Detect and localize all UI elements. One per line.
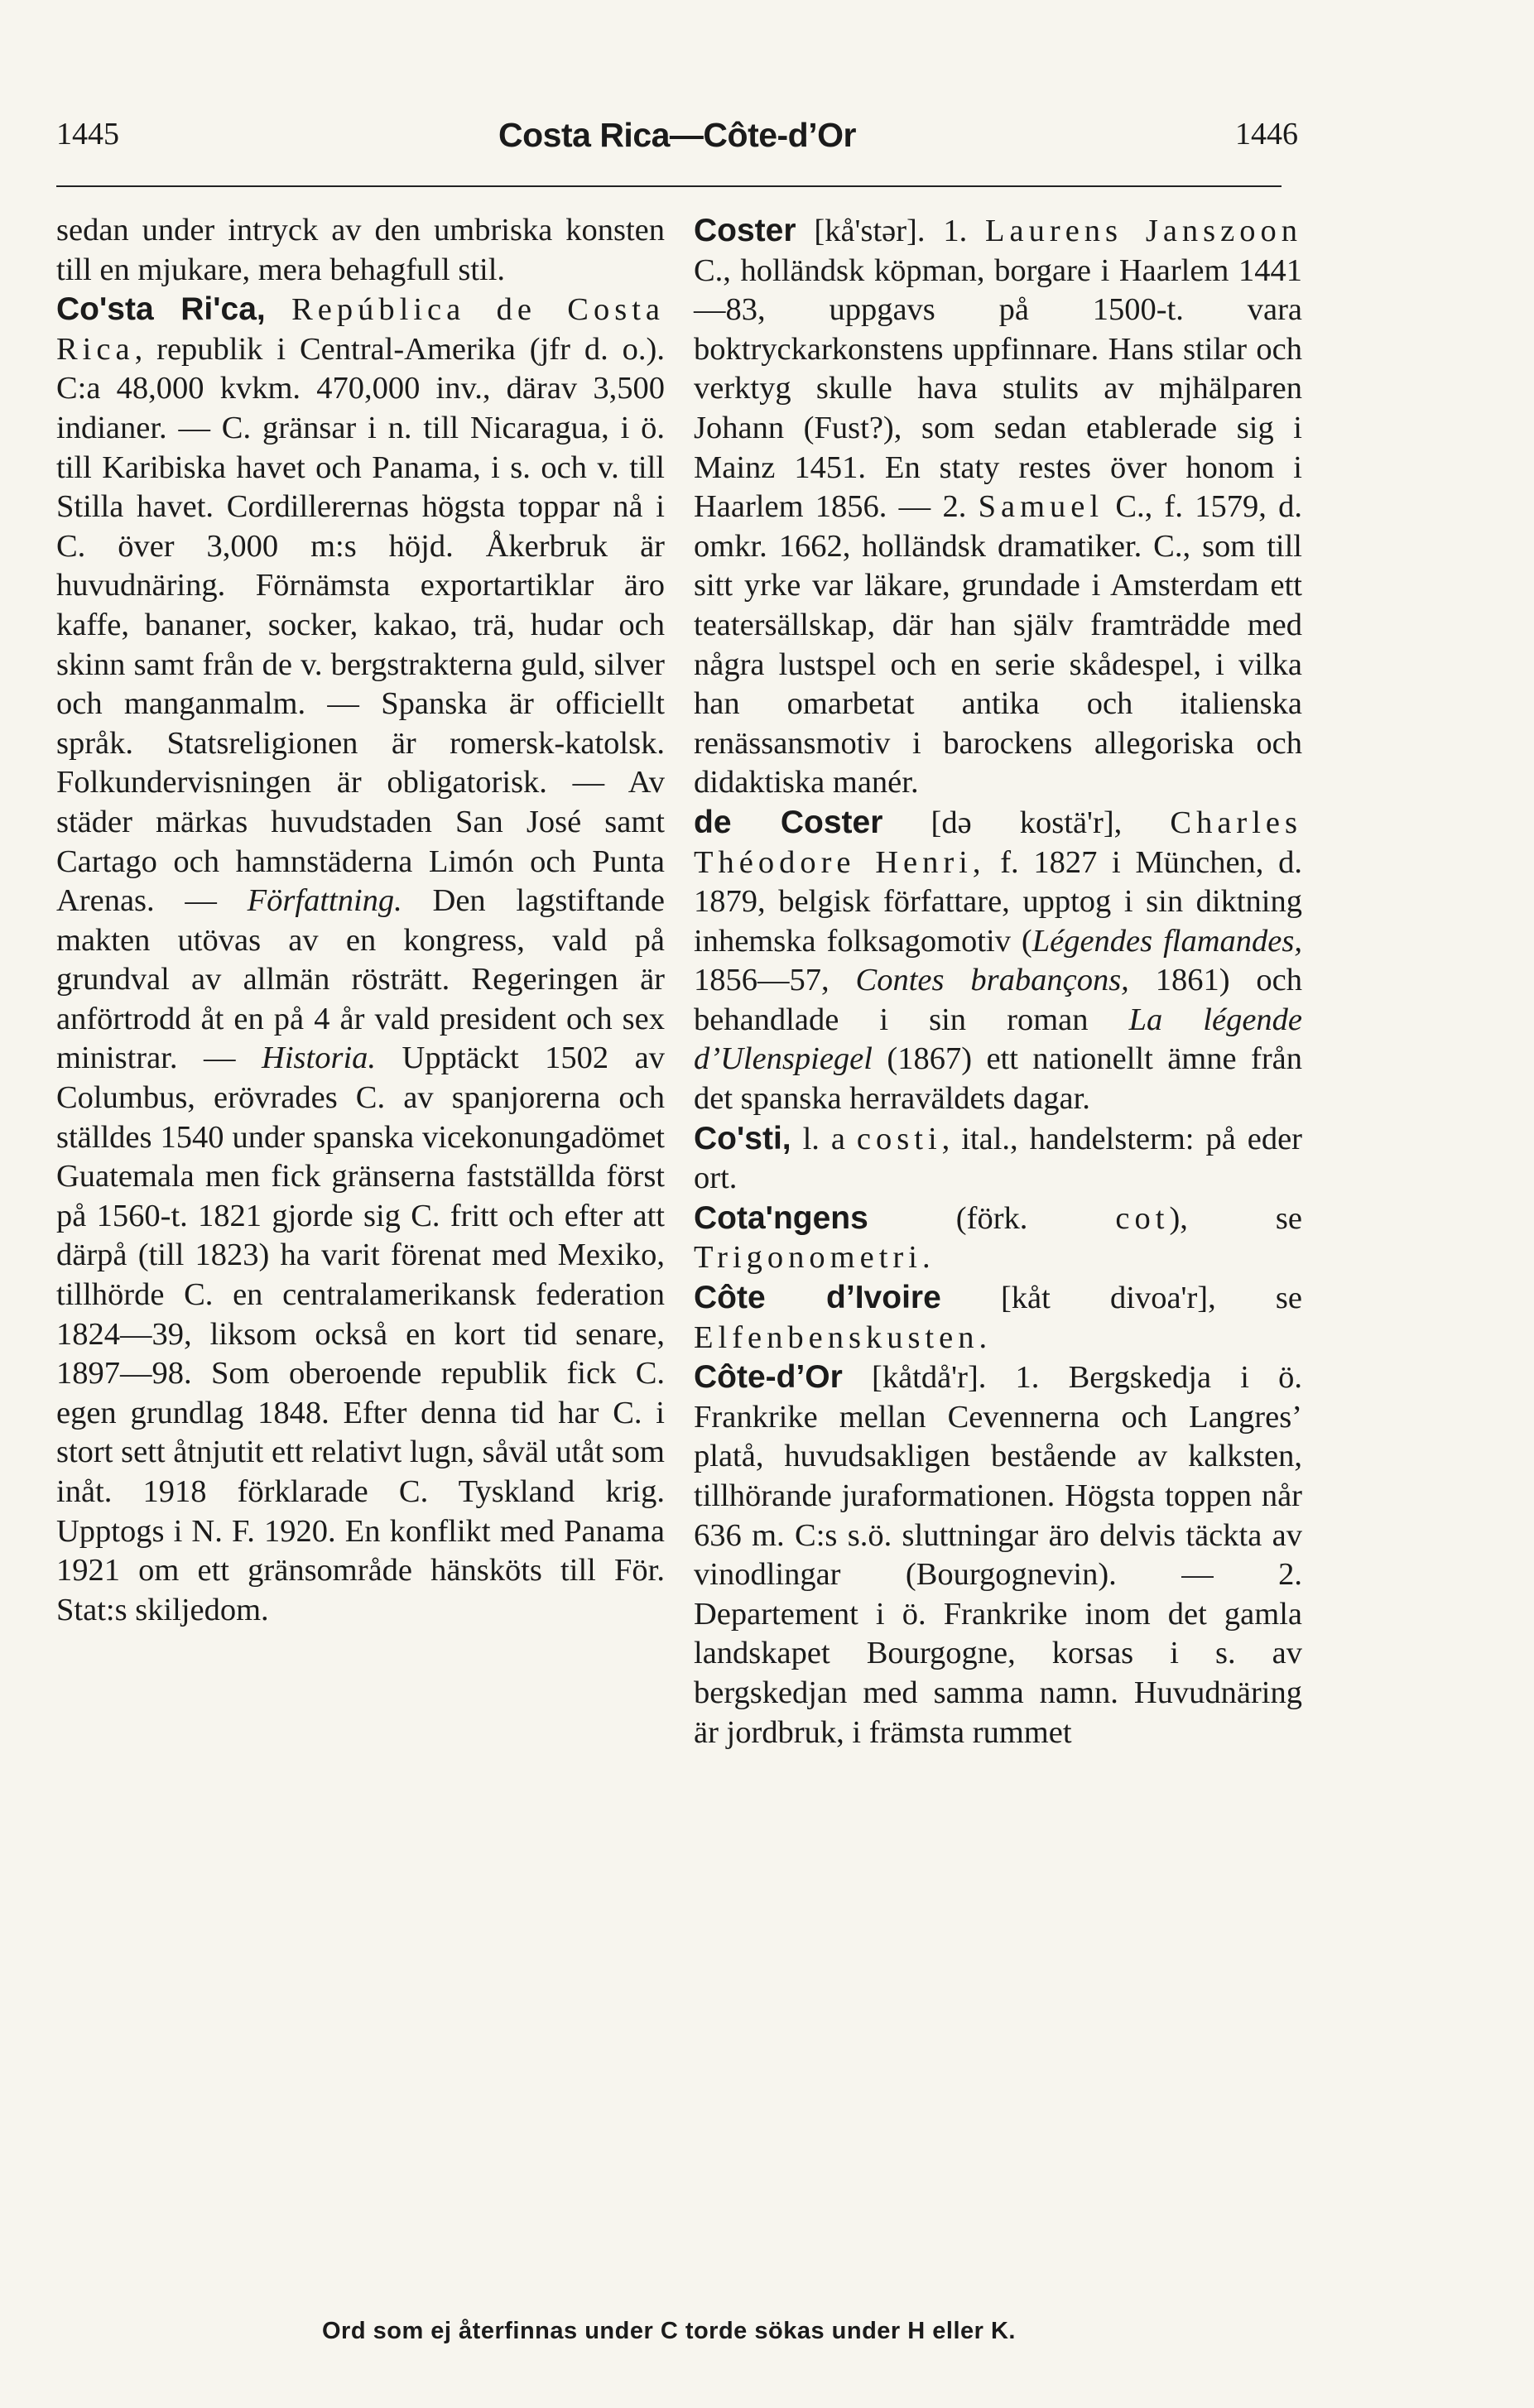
entry-cote-dor [694,1358,1302,1752]
page-footer-note: Ord som ej återfinnas under C torde sökas under H eller K. [322,2318,1016,2344]
entry-text: Upptäckt 1502 av Columbus, erövrades C. av spanjorerna och ställdes 1540 under spanska vicekonungadömet Guatemala men fick gränserna fastställda först på 1560-t. 1821 gjorde sig C. fritt och efter att därpå (till 1823) ha varit förenat med Mexiko, tillhörde C. en centralamerikansk federation 1824—39, liksom också en kort tid senare, 1897—98. Som oberoende republik fick C. egen grundlag 1848. Efter denna tid har C. i stort sett åtnjutit ett relativt lugn, såväl utåt som inåt. 1918 förklarade C. Tyskland krig. Upptogs i N. F. 1920. En konflikt med Panama 1921 om ett gränsområde hänsköts till För. Stat:s skiljedom. [56,1041,666,1627]
headword: Côte d’Ivoire [694,1280,941,1316]
entry-text: l. a [791,1121,857,1156]
entry-text: [kåt divoa'r], se [940,1281,1302,1316]
entry-text: . [921,1240,930,1276]
headword: Co'sti, [694,1120,791,1156]
entry-text: (1867) ett nationellt ämne från det spanska herraväldets dagar. [694,1041,1302,1117]
entry-text: C., f. 1579, d. omkr. 1662, holländsk dramatiker. C., som till sitt yrke var läkare, grundade i Amsterdam ett teatersällskap, där han själv framträdde med några lustspel och en serie skådespel, i vilka han omarbetat antika och italienska renässansmotiv i barockens allegoriska och didaktiska manér. [694,489,1302,800]
continued-paragraph: sedan under intryck av den umbriska konsten till en mjukare, mera behagfull stil. [56,213,665,287]
headword: Co'sta Ri'ca, [56,291,266,328]
headword: Cota'ngens [694,1199,868,1236]
entry-text: , republik i Central-Amerika (jfr d. o.). C:a 48,000 kvkm. 470,000 inv., därav 3,500 indianer. — C. gränsar i n. till Nicaragua, i ö. till Karibiska havet och Panama, i s. och v. till Stilla havet. Cordillerernas högsta toppar nå i C. över 3,000 m:s höjd. Åkerbruk är huvudnäring. Förnämsta exportartiklar äro kaffe, bananer, socker, kakao, trä, hudar och skinn samt från de v. bergstrakterna guld, silver och manganmalm. — Spanska är officiellt språk. Statsreligionen är romersk-katolsk. Folkundervisningen är obligatorisk. — Av städer märkas huvudstaden San José samt Cartago och hamnstäderna Limón och Punta Arenas. — [56,331,665,919]
work-title: Légendes flamandes, [1031,923,1302,959]
pronunciation: [də kostä'r], [882,805,1171,840]
page-header [56,116,1298,182]
entry-text: 1861) och behandlade i sin roman [694,963,1303,1037]
person-name: Charles Théodore Henri, [694,805,1302,880]
headword: de Coster [694,804,883,840]
entry-text: [kåtdå'r]. 1. Bergskedja i ö. Frankrike mellan Cevennerna och Langres’ platå, huvudsakligen bestående av kalksten, tillhörande juraformationen. Högsta toppen når 636 m. C:s s.ö. sluttningar äro delvis täckta av vinodlingar (Bourgognevin). — 2. Departement i ö. Frankrike inom det gamla landskapet Bourgogne, korsas i s. av bergskedjan med samma namn. Huvudnäring är jordbruk, i främsta rummet [694,1360,1302,1750]
entry-text: , ital., handelsterm: på eder ort. [694,1121,1302,1196]
section-historia: Historia. [262,1041,377,1076]
entry-de-coster [694,803,1302,1119]
entry-costi [694,1119,1302,1199]
entry-text: . [979,1319,988,1355]
page-number-right: 1446 [1235,117,1298,151]
continued-text [56,211,665,290]
header-rule [56,185,1282,187]
entry-cote-divoire [694,1278,1302,1358]
cross-reference: Trigonometri [694,1240,922,1276]
person-name: Samuel [978,489,1104,525]
page-number-left: 1445 [56,117,119,151]
work-title: La légende d’Ulenspiegel [694,1002,1303,1077]
entry-coster [694,211,1302,803]
term: costi [856,1121,942,1156]
cross-reference: Elfenbenskusten [694,1319,979,1355]
entry-cotangens [694,1199,1302,1278]
running-title: Costa Rica—Côte-d’Or [498,116,856,154]
entry-text: ), se [1169,1200,1302,1236]
entry-text: f. 1827 i München, d. 1879, belgisk författare, upptog i sin diktning inhemska folksagomotiv ( [694,844,1302,959]
left-column [56,211,665,1630]
section-forfattning: Författning. [247,883,402,919]
entry-costa-rica [56,290,665,1630]
spanish-name: República de Costa Rica [56,292,666,367]
entry-text: C., holländsk köpman, borgare i Haarlem 1441—83, uppgavs på 1500-t. vara boktryckarkonstens uppfinnare. Hans stilar och verktyg skulle hava stulits av mjhälparen Johann (Fust?), som sedan etablerade sig i Mainz 1451. En staty restes över honom i Haarlem 1856. — 2. [694,252,1302,525]
headword: Coster [694,213,796,248]
headword: Côte-d’Or [694,1359,843,1396]
pronunciation: [kå'stər]. 1. [796,214,986,248]
entry-text: 1856—57, [694,963,856,998]
work-title: Contes brabançons, [855,963,1129,998]
abbreviation: cot [1115,1200,1170,1236]
right-column [694,211,1302,1752]
entry-text: (förk. [868,1200,1116,1236]
person-name: Laurens Janszoon [985,214,1302,248]
entry-text: Den lagstiftande makten utövas av en kongress, vald på grundval av allmän rösträtt. Regeringen är anförtrodd åt en på 4 år vald president och sex ministrar. — [56,883,665,1076]
